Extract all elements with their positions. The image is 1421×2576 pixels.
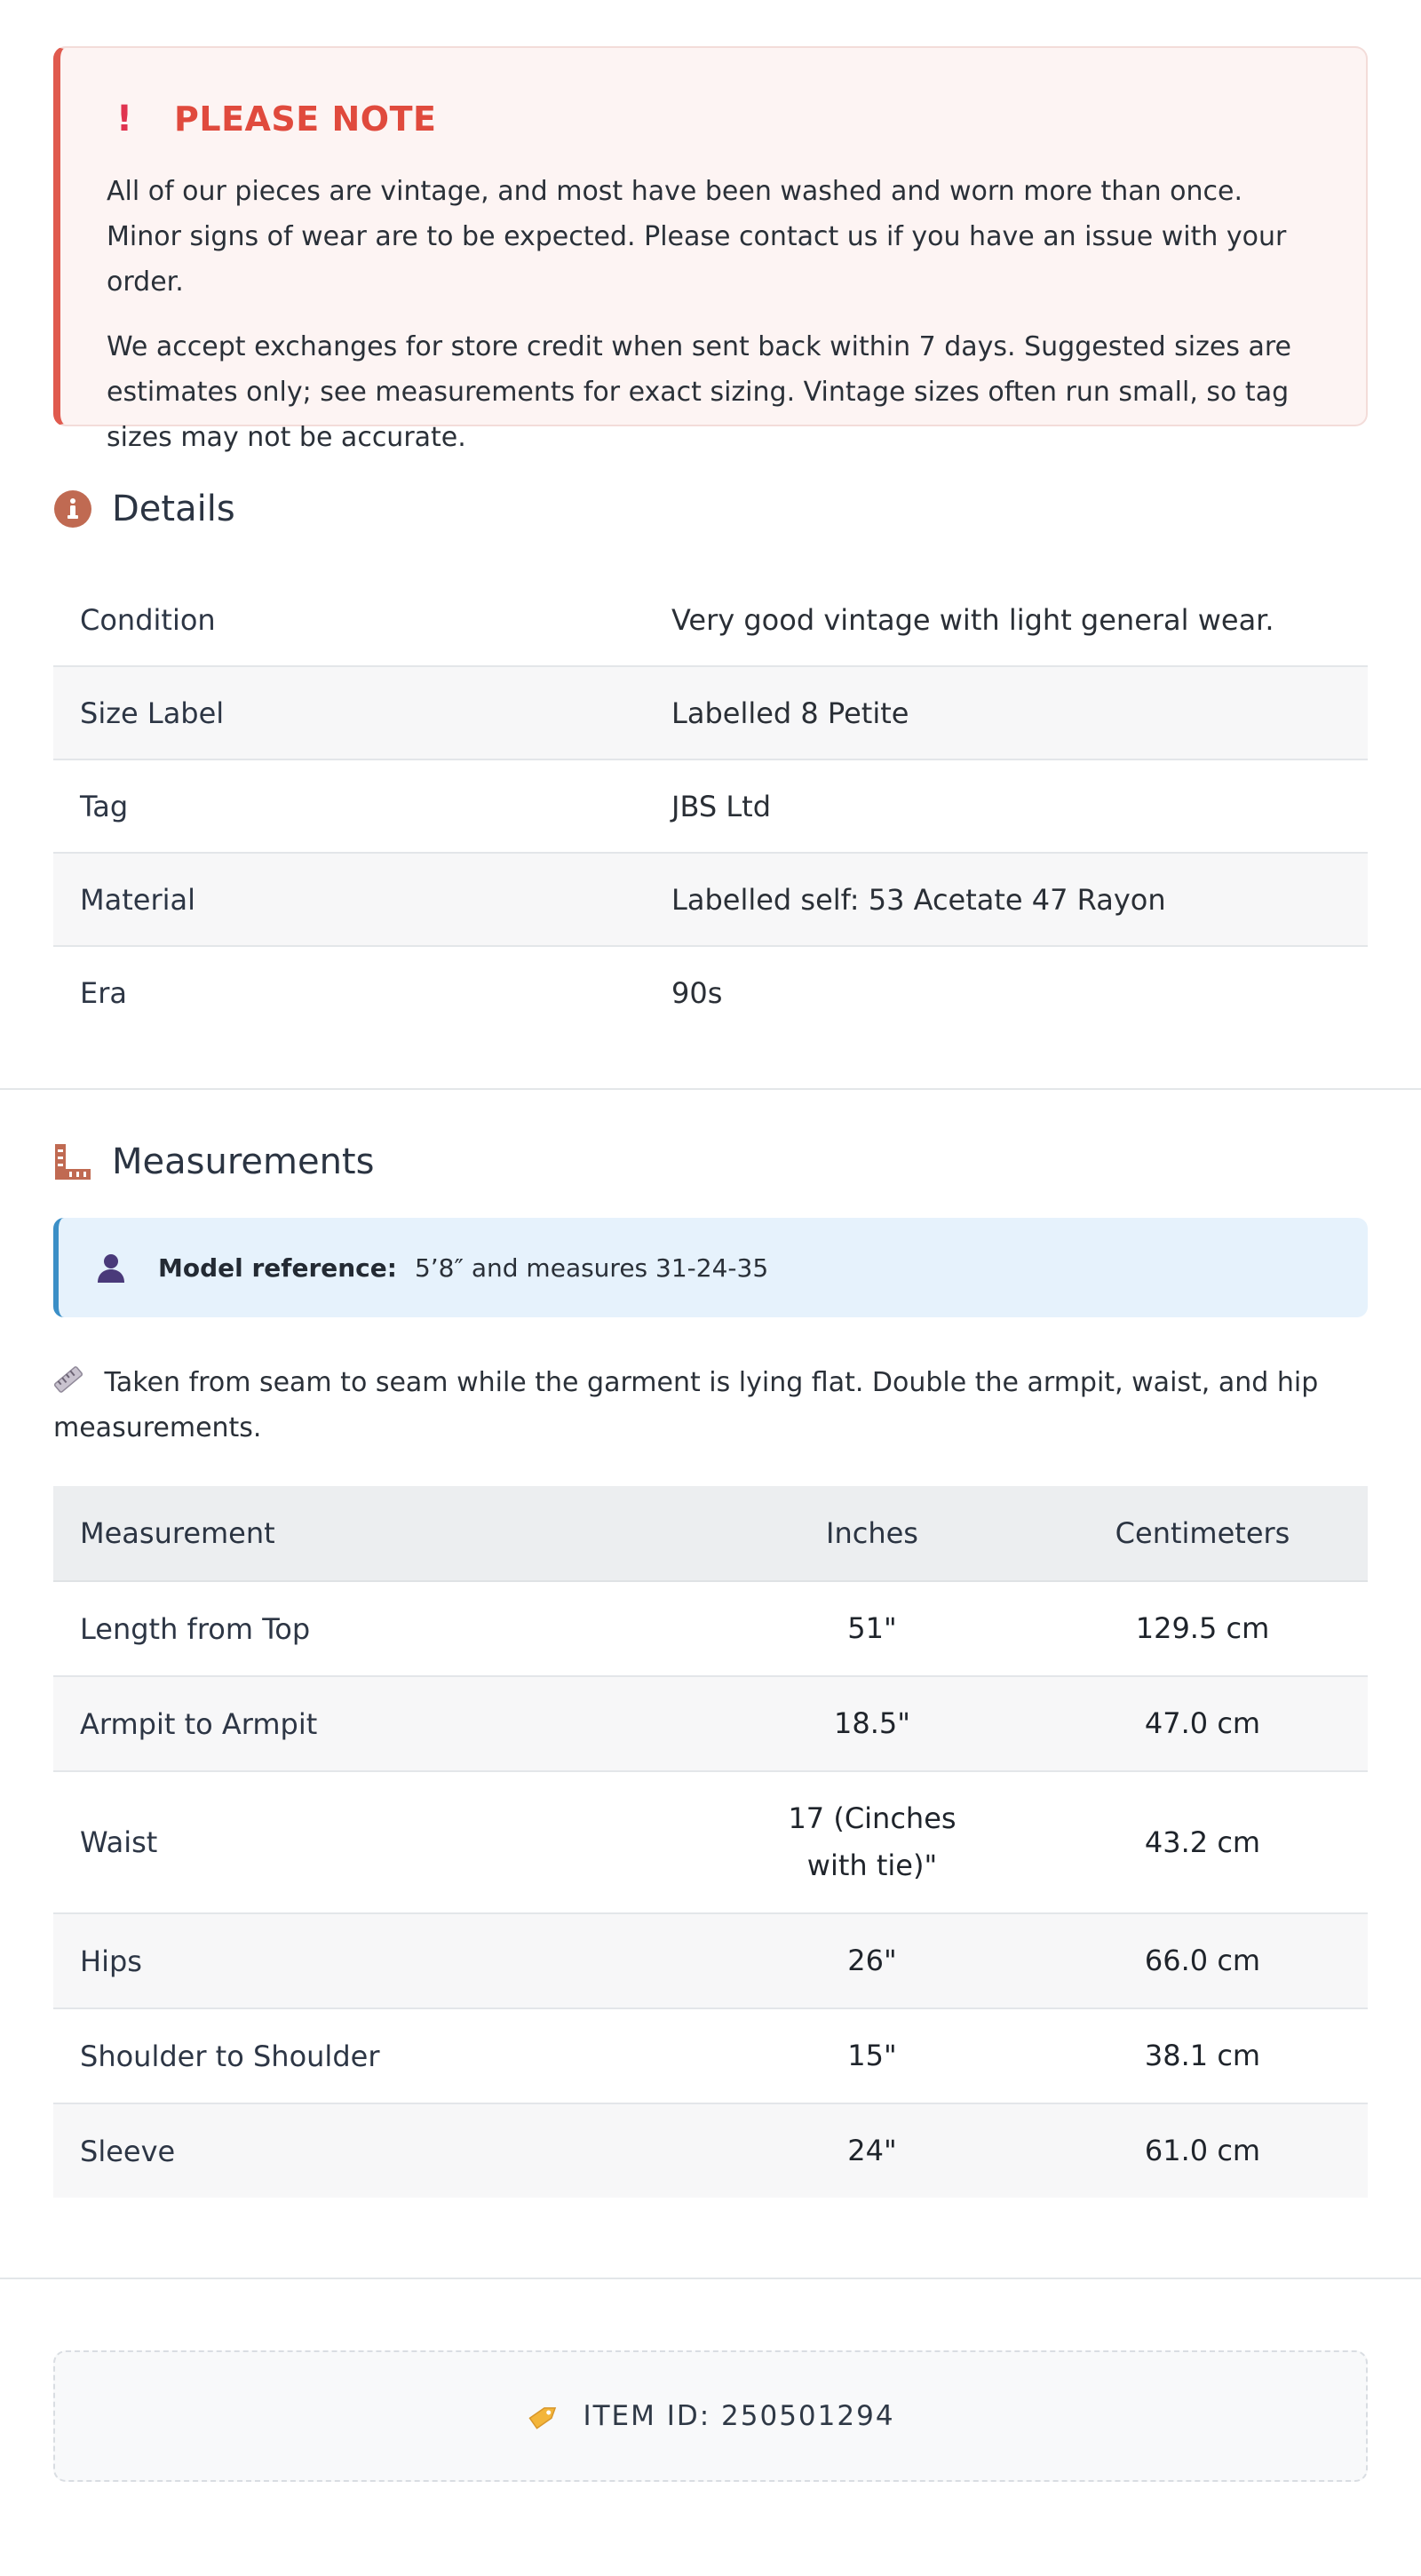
- model-reference-label: Model reference:: [158, 1252, 397, 1283]
- measurement-hint: [53, 1360, 1368, 1451]
- details-heading: [53, 489, 1368, 529]
- detail-value: Very good vintage with light general wear.: [645, 574, 1368, 666]
- table-row: [53, 1771, 1368, 1913]
- table-row: [53, 853, 1368, 946]
- measurement-cm: 129.5 cm: [1037, 1581, 1368, 1676]
- column-header-centimeters: Centimeters: [1037, 1486, 1368, 1581]
- measurement-inches: 15": [707, 2008, 1037, 2103]
- measurement-inches: 17 (Cinches with tie)": [707, 1771, 1037, 1913]
- table-row: [53, 1913, 1368, 2008]
- notice-paragraph-1: All of our pieces are vintage, and most have been washed and worn more than once. Minor signs of wear are to be expected. Please contact us if you have an issue with your order.: [107, 176, 1287, 298]
- measurement-cm: 43.2 cm: [1037, 1771, 1368, 1913]
- column-header-measurement: Measurement: [53, 1486, 707, 1581]
- notice-title: PLEASE NOTE: [174, 99, 437, 139]
- measurements-title: Measurements: [112, 1141, 375, 1182]
- measurement-name: Shoulder to Shoulder: [53, 2008, 707, 2103]
- measurement-name: Sleeve: [53, 2103, 707, 2198]
- detail-label: Era: [80, 975, 127, 1010]
- measurement-name: Armpit to Armpit: [53, 1676, 707, 1771]
- item-id-box: [53, 2350, 1368, 2482]
- notice-paragraph-2: We accept exchanges for store credit when sent back within 7 days. Suggested sizes are estimates only; see measurements for exact sizing. Vintage sizes often run small, so tag sizes may not be accurate.: [107, 331, 1292, 453]
- table-row: [53, 2103, 1368, 2198]
- detail-value: Labelled self: 53 Acetate 47 Rayon: [645, 853, 1368, 946]
- detail-label: Tag: [53, 759, 645, 853]
- measurement-cm: 47.0 cm: [1037, 1676, 1368, 1771]
- measurement-name: Length from Top: [53, 1581, 707, 1676]
- model-reference: [53, 1218, 1368, 1317]
- details-title: Details: [112, 489, 235, 529]
- notice-box: [53, 46, 1368, 453]
- table-row: [53, 2008, 1368, 2103]
- table-row: [53, 1676, 1368, 1771]
- detail-label: Material: [53, 853, 645, 946]
- table-row: [53, 1581, 1368, 1676]
- measurement-name: Waist: [53, 1771, 707, 1913]
- details-table: [53, 574, 1368, 1038]
- model-reference-value: 5’8″ and measures 31-24-35: [414, 1252, 769, 1283]
- measurement-inches: 51": [707, 1581, 1037, 1676]
- measurements-table: [53, 1486, 1368, 2198]
- table-row: [53, 759, 1368, 853]
- table-row: [53, 946, 1368, 1038]
- column-header-inches: Inches: [707, 1486, 1037, 1581]
- table-row: [53, 666, 1368, 759]
- ruler-icon: [53, 1364, 83, 1395]
- table-row: [53, 574, 1368, 666]
- detail-value: Labelled 8 Petite: [645, 666, 1368, 759]
- ruler-icon: [53, 1142, 92, 1181]
- detail-label: Size Label: [53, 666, 645, 759]
- detail-value: 90s: [671, 975, 723, 1010]
- detail-label: Condition: [53, 574, 645, 666]
- exclamation-icon: !: [115, 99, 133, 139]
- measurement-inches: 18.5": [707, 1676, 1037, 1771]
- measurements-heading: [53, 1141, 1368, 1182]
- measurement-hint-text: Taken from seam to seam while the garment is lying flat. Double the armpit, waist, and hip measurements.: [53, 1367, 1319, 1443]
- measurement-inches: 24": [707, 2103, 1037, 2198]
- info-icon: [53, 489, 92, 529]
- measurement-cm: 66.0 cm: [1037, 1913, 1368, 2008]
- item-id-label: ITEM ID: 250501294: [583, 2400, 895, 2432]
- person-icon: [94, 1251, 128, 1284]
- measurement-inches: 26": [707, 1913, 1037, 2008]
- measurement-name: Hips: [53, 1913, 707, 2008]
- table-header-row: [53, 1486, 1368, 1581]
- measurement-cm: 38.1 cm: [1037, 2008, 1368, 2103]
- measurement-cm: 61.0 cm: [1037, 2103, 1368, 2198]
- detail-value: JBS Ltd: [645, 759, 1368, 853]
- tag-icon: [526, 2398, 561, 2434]
